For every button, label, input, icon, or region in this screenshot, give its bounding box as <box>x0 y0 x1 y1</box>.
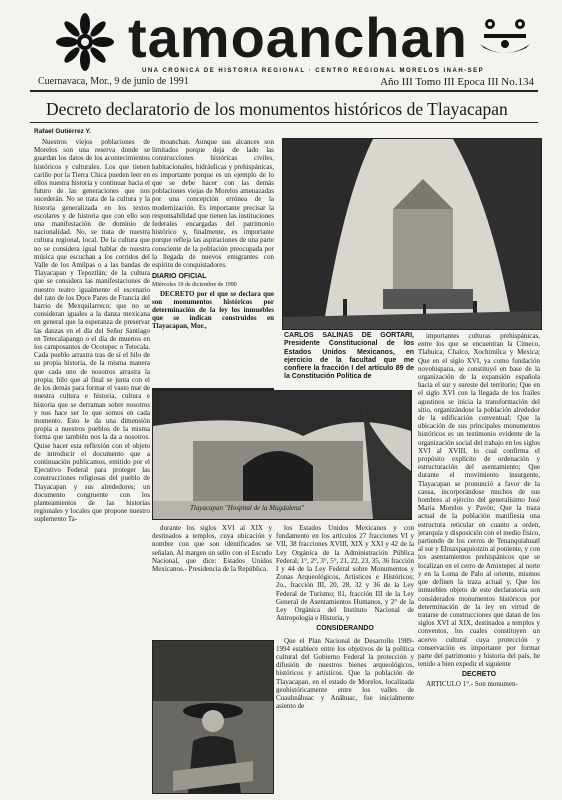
column-2-text: moanchan. Aunque sus alcances son limitados porque deja de lado las construcciones históricas civiles, habitacionales, hidráulicas y prehispánicas, es importante porque es un ejemplo de lo que se debe hacer con las demás poblaciones viejas de Morelos amenazadas por una concepción errónea de la modernización. Es importante precisar la responsabilidad que tienen las instituciones federales encargadas del patrimonio histórico y, finalmente, es importante porque refleja las aspiraciones de una parte consciente de la población preocupada por la llegada de nuevos emigrantes con espíritu de conquistadores. <box>152 138 274 270</box>
photo-1-caption: CARLOS SALINAS DE GORTARI, Presidente Constitucional de los Estados Unidos Mexicanos, en ejercicio de la facultad que me confiere la fracción I del artículo 89 de la Constitución Política de <box>284 332 414 381</box>
courtyard-photo <box>152 390 412 520</box>
person-photo <box>152 640 274 794</box>
masthead-title: tamoanchan <box>128 6 468 69</box>
headline-rule <box>30 122 538 123</box>
article-headline: Decreto declaratorio de los monumentos históricos de Tlayacapan <box>46 99 508 119</box>
issue-number: Año III Tomo III Epoca III No.134 <box>380 76 534 88</box>
decreto-heading: DECRETO <box>461 671 497 679</box>
column-right-text: importantes culturas prehispánicas, entre los que se encuentran la Cimeco, Tlahuica, Chalco, Xochimilca y Mexica; Que en el siglo XVI, ya como fundación novohispana, se constituyó en base de la organización de la expansión española hacia el sur y sureste del territorio; Que en el siglo XVI con la llegada de los frailes agustinos se inicia la transformación del sitio, organizándose la población alrededor de la edificación conventual; Que la ubicación de sus principales monumentos históricos es un testimonio evidente de la organización social del trabajo en los siglos XVI al XVIII, lo cual confirma el propósito explícito de ordenación y estructuración del asentamiento; Que durante el movimiento insurgente, Tlayacapan se pronunció a favor de la causa, incorporándose muchos de sus hombres al ejército del generalísimo José María Morelos y Pavón; Que la traza actual de la población manifiesta una estructura reticular en cuanto a orden, jerarquía y disposición con el medio físico, partiendo de los cerros de Tenanquiahuatl al sur y Ehuaxpaquiotzin al poniente, y con los asentamientos prehispánicos que se localizan en el cerro de Amixtepec al norte y en la Loma de Palo al oriente, mismos que definen la traza actual y, Que los inmuebles objeto de este declaratoria son considerados monumentos históricos por determinación de la ley en virtud de tratarse de construcciones que datan de los siglos XVI al XIX, destinados a templos y conventos, los cuales constituyen un acervo cultural cuya protección y conservación es importante por formar parte del patrimonio y historia del país, he tenido a bien expedir el siguiente <box>418 332 540 669</box>
article-column-2 <box>152 138 274 338</box>
diario-heading: DIARIO OFICIAL <box>152 273 207 281</box>
column-mid-3-text: Que el Plan Nacional de Desarrollo 1989-1994 establece entre los objetivos de la política cultural del Gobierno Federal la protección y difusión de nuestros bienes arqueológicos, históricos y artísticos. Que la población de Tlayacapan, en el estado de Morelos, localizada geohistóricamente entre los valles de Cuauhnáhuac y Anáhuac, fue inicialmente asiento de <box>276 636 414 711</box>
articulo-text: ARTICULO 1°.- Son monumen- <box>426 679 518 688</box>
article-byline: Rafael Gutiérrez Y. <box>34 128 91 135</box>
decorative-glyph-icon <box>470 14 540 64</box>
masthead-tagline: UNA CRONICA DE HISTORIA REGIONAL · CENTRO REGIONAL MORELOS INAH-SEP <box>142 68 485 74</box>
article-column-right <box>418 332 540 794</box>
column-mid-1-text: durante los siglos XVI al XIX y destinados a templos, cuya ubicación y nombre con que son identificados se señalan. Al margen un sello con el Escudo Nacional, que dice: Estados Unidos Mexicanos.- Presidencia de la República. <box>152 524 272 574</box>
considerando-heading: CONSIDERANDO <box>316 625 374 633</box>
diario-date: Miércoles 19 de diciembre de 1990 <box>152 282 237 289</box>
church-photo <box>282 138 542 330</box>
article-column-1 <box>34 138 150 790</box>
decree-lead: DECRETO por el que se declara que son monumentos históricos por determinación de la ley los inmuebles que se indican construidos en Tlayacapan, Mor., <box>152 289 274 331</box>
column-mid-2-text: los Estados Unidos Mexicanos y con fundamento en los artículos 27 fracciones VI y VII, 38 fracciones XVIII, XIX y XXI y 42 de la Ley Orgánica de la Administración Pública Federal; 1°, 2°, 3°, 5°, 21, 22, 23, 35, 36 fracción I y 44 de la Ley Federal sobre Monumentos y Zonas Arqueológicos, Artísticos e Históricos; 2o., fracción III, 20, 28, 32 y 36 de la Ley Federal de Turismo; 81, fracción III de la Ley General de Asentamientos Humanos, y 2° de la Ley Orgánica del Instituto Nacional de Antropología e Historia, y <box>276 524 414 623</box>
photo-2-label: Tlayacapan "Hospital de la Magdalena" <box>190 504 304 512</box>
column-1-text: Nuestros viejos poblaciones de Morelos son una reserva donde se guardan los datos de los acontecimientos históricos y culturales. Los que tienen cariño por la Tierra Chica pueden leer en ellos nuestra historia y continuar hacia el futuro de las generaciones que nos sucederán. No se trata de la cultura y la historia generalizada en los textos escolares y de historia que con ello son una manifestación de dominio de nacionalidad. No, se trata de nuestra cultura regional, local. De la cultura que no se considera igual hablar de nuestra música que escuchan a los corridos del Valle de los Amilpas o a las bandas de Tlayacapan y Tepoztlán; de la cultura que se considera las manifestaciones de nuestro teatro igualmente el escenario del rato de los Doce Pares de Francia del barrio de Mexquilarreco; que no se consideran iguales a la danza mexicana en general que la esperanza de preservar las danzas en el día del Señor Santiago en Tetecalapango o el día de muertos en los camposantos de Ocotepec o Tetecala. Cada pueblo arrastra tras de sí el hilo de su propia historia, de la misma manera que cada uno de nosotros arrastra la propia; hilo que al final se junta con el de los demás para formar el vasto mar de nuestra cultura e historia, cultura e historia que se derraman sobre nosotros y nos hace ser lo que somos en cada momento. Esto le da una dimensión propia a nuestros pueblos de la misma forma que también nos la da a nosotros. Quise hacer esta reflexión con el objeto de introducir el documento que a continuación publicamos, emitido por el Ejecutivo Federal para proteger las construcciones religiosas del pueblo de Tlayacapan y sus alrededores; un documento congruente con los planteamientos de las historias regionales y locales que propone nuestro suplemento Ta- <box>34 138 150 524</box>
header-rule <box>30 90 538 92</box>
article-column-mid-2 <box>276 524 414 794</box>
article-column-mid-1 <box>152 524 272 634</box>
flower-logo-icon <box>50 8 120 78</box>
dateline-date: Cuernavaca, Mor., 9 de junio de 1991 <box>38 76 189 87</box>
